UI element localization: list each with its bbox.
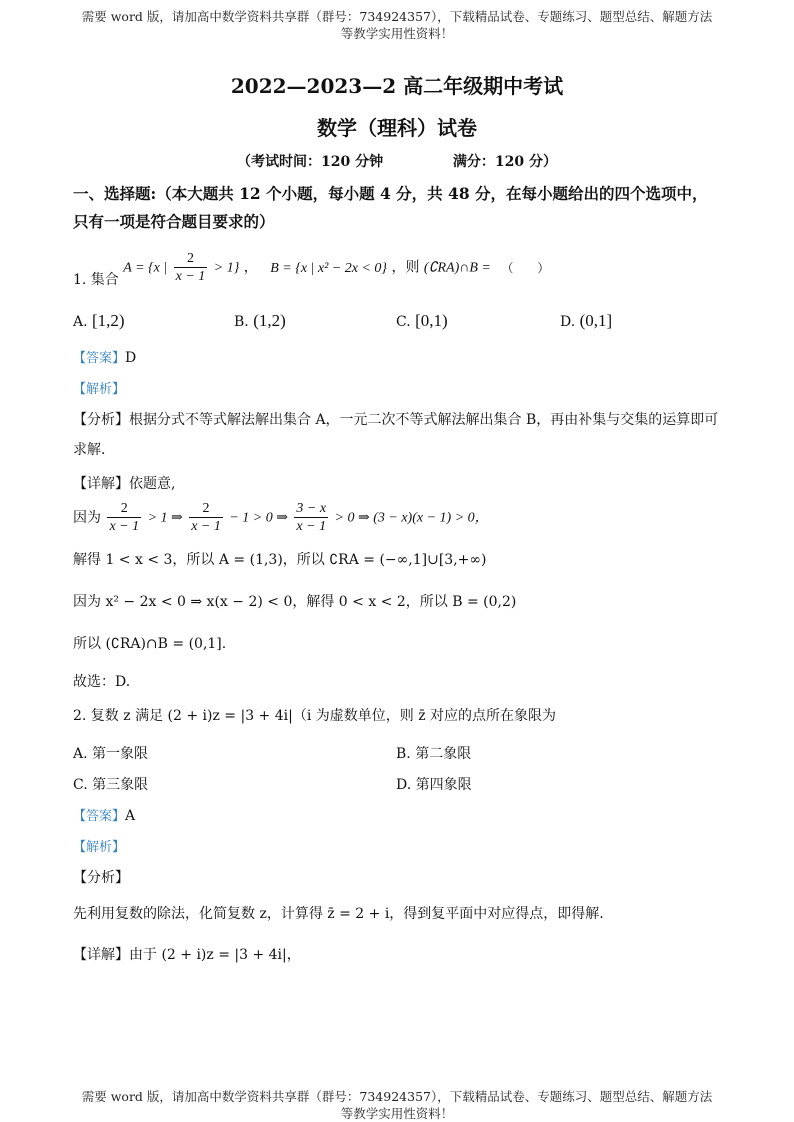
- q2-option-c: [73, 775, 273, 795]
- q2-option-b: [396, 744, 596, 764]
- fraction-denominator: x − 1: [109, 519, 140, 534]
- q2-option-d: [396, 775, 596, 795]
- fraction-numerator: 3 − x: [296, 501, 327, 516]
- step-1-part-a: > 1 ⇒: [147, 510, 183, 526]
- option-value: 第二象限: [415, 746, 472, 762]
- option-label: B.: [234, 314, 249, 330]
- comma: ，: [243, 259, 258, 276]
- q2-answer: [73, 806, 733, 827]
- answer-value: A: [125, 808, 136, 824]
- exam-subtitle: 数学（理科）试卷: [317, 116, 477, 140]
- set-b: B = {x | x² − 2x < 0}: [270, 260, 387, 276]
- q1-step-1: [73, 500, 733, 540]
- step-1-part-b: − 1 > 0 ⇒: [229, 510, 288, 526]
- option-label: B.: [396, 746, 411, 762]
- step-1-part-c: > 0 ⇒ (3 − x)(x − 1) > 0，: [334, 510, 489, 526]
- step-1-fraction-2: [189, 500, 223, 535]
- fraction-denominator: x − 1: [191, 519, 221, 534]
- q2-jiexi: [73, 837, 733, 858]
- answer-tag: 【答案】: [73, 351, 126, 366]
- q1-step-4: 所以 (∁RA)∩B = (0,1].: [73, 636, 227, 652]
- q1-xiangjie: [73, 474, 733, 494]
- option-value: (1,2): [253, 311, 286, 330]
- set-a-fraction: [174, 250, 208, 285]
- xiangjie-tag: 【详解】: [73, 476, 129, 492]
- q1-option-b: [234, 311, 354, 332]
- option-value: [0,1): [415, 311, 448, 330]
- step-1-fraction-1: [107, 500, 141, 535]
- option-label: D.: [396, 777, 412, 793]
- jiexi-tag: 【解析】: [73, 382, 126, 397]
- set-a-lhs: A = {x |: [123, 260, 168, 276]
- fenxi-tag: 【分析】: [73, 412, 129, 428]
- xiangjie-text: 依题意,: [129, 476, 176, 492]
- then-text: ，则: [391, 259, 420, 276]
- option-value: 第四象限: [415, 777, 472, 793]
- q1-step-3: 因为 x² − 2x < 0 ⇒ x(x − 2) < 0，解得 0 < x < 2，所以 B = (0,2): [73, 594, 517, 610]
- answer-value: D: [125, 350, 137, 366]
- xiangjie-tag: 【详解】: [73, 947, 129, 963]
- option-value: 第一象限: [92, 746, 149, 762]
- q2-fenxi-tag: 【分析】: [73, 870, 129, 886]
- q1-answer: [73, 348, 733, 369]
- option-label: D.: [560, 314, 576, 330]
- exam-title: 2022—2023—2 高二年级期中考试: [230, 74, 564, 98]
- q1-fenxi: [73, 405, 723, 465]
- q1-choose: 故选：D.: [73, 674, 131, 690]
- q1-option-c: [396, 311, 516, 332]
- q1-step-2: 解得 1 < x < 3，所以 A = (1,3)，所以 ∁RA = (−∞,1]∪[3,+∞): [73, 552, 487, 568]
- fraction-denominator: x − 1: [175, 269, 206, 284]
- option-label: A.: [73, 746, 88, 762]
- q2-fenxi: 先利用复数的除法，化简复数 z，计算得 z̄ = 2 + i，得到复平面中对应得点，即得解.: [73, 906, 604, 922]
- q2-option-a: [73, 744, 273, 764]
- full-score: 满分：120 分）: [452, 154, 557, 170]
- option-value: [1,2): [92, 311, 125, 330]
- q2-xiangjie: [73, 945, 733, 965]
- step-1-fraction-3: [294, 500, 328, 535]
- jiexi-tag: 【解析】: [73, 840, 126, 855]
- option-label: C.: [396, 314, 411, 330]
- question-1-stem: [73, 250, 733, 290]
- exam-time: （考试时间：120 分钟: [237, 154, 384, 170]
- answer-tag: 【答案】: [73, 809, 126, 824]
- banner-line-2: 等教学实用性资料！: [340, 1106, 454, 1121]
- answer-blank: （ ）: [501, 260, 550, 275]
- banner-line-2: 等教学实用性资料！: [340, 26, 454, 41]
- question-1-expression: (∁RA)∩B =: [423, 260, 491, 276]
- option-label: A.: [73, 314, 88, 330]
- option-value: (0,1]: [579, 311, 613, 330]
- fraction-denominator: x − 1: [296, 519, 327, 534]
- option-value: 第三象限: [92, 777, 149, 793]
- xiangjie-text: 由于 (2 + i)z = |3 + 4i|，: [129, 947, 301, 963]
- q1-jiexi: [73, 379, 733, 400]
- top-banner: [0, 8, 794, 42]
- fraction-numerator: 2: [107, 500, 141, 518]
- bottom-banner: [0, 1088, 794, 1122]
- set-a-rhs: > 1}: [213, 260, 240, 276]
- banner-line-1: 需要 word 版，请加高中数学资料共享群（群号：734924357），下载精品试卷、专题练习、题型总结、解题方法: [81, 1089, 713, 1104]
- fraction-numerator: 2: [189, 500, 223, 518]
- exam-meta: [0, 151, 794, 171]
- step-1-prefix: 因为: [73, 509, 101, 526]
- fenxi-text: 根据分式不等式解法解出集合 A，一元二次不等式解法解出集合 B，再由补集与交集的运算即可求解.: [73, 412, 719, 458]
- fraction-numerator: 2: [174, 250, 208, 268]
- question-2-stem: 2. 复数 z 满足 (2 + i)z = |3 + 4i|（i 为虚数单位，则 z̄ 对应的点所在象限为: [73, 708, 557, 724]
- option-label: C.: [73, 777, 88, 793]
- section-heading: 一、选择题:（本大题共 12 个小题，每小题 4 分，共 48 分，在每小题给出的四个选项中，只有一项是符合题目要求的）: [73, 184, 708, 231]
- banner-line-1: 需要 word 版，请加高中数学资料共享群（群号：734924357），下载精品试卷、专题练习、题型总结、解题方法: [81, 9, 713, 24]
- q1-option-d: [560, 311, 680, 332]
- question-1-number: 1. 集合: [73, 271, 119, 288]
